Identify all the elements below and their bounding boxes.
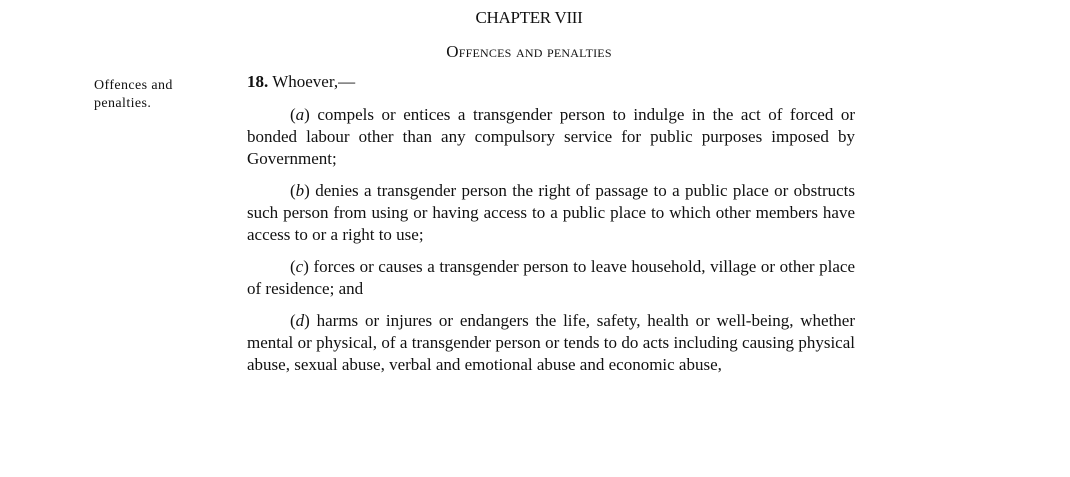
clause-letter: d	[295, 311, 305, 330]
marginal-note	[94, 77, 224, 113]
section-number: 18.	[247, 72, 269, 91]
clause-text: denies a transgender person the right of passage to a public place or obstructs such person from using or having access to a public place to which other members have access to or a right to use;	[247, 181, 855, 244]
clause-text: harms or injures or endangers the life, safety, health or well-being, whether mental or physical, of a transgender person or tends to do acts including causing physical abuse, sexual abuse, verbal and emotional abuse and economic abuse,	[247, 311, 855, 374]
chapter-subtitle: Offences and penalties	[446, 42, 612, 61]
clause-text: forces or causes a transgender person to leave household, village or other place of residence; and	[247, 257, 855, 298]
clause-d: (d) harms or injures or endangers the life, safety, health or well-being, whether mental or physical, of a transgender person or tends to do acts including causing physical abuse, sexual abuse, verbal and emotional abuse and economic abuse,	[247, 311, 855, 374]
chapter-title: CHAPTER VIII	[475, 8, 583, 27]
section-opening: Whoever,—	[272, 72, 356, 91]
marginal-note-line: penalties.	[94, 96, 152, 111]
clause-letter: b	[295, 181, 305, 200]
clause-letter: a	[295, 105, 305, 124]
clause-text: compels or entices a transgender person to indulge in the act of forced or bonded labour other than any compulsory service for public purposes imposed by Government;	[247, 105, 855, 168]
section-body	[247, 71, 855, 386]
clause-b: (b) denies a transgender person the right of passage to a public place or obstructs such person from using or having access to a public place to which other members have access to or a right to use;	[247, 181, 855, 244]
marginal-note-line: Offences and	[94, 78, 173, 93]
clause-letter: c	[295, 257, 304, 276]
section-heading	[247, 71, 855, 93]
clause-a: (a) compels or entices a transgender person to indulge in the act of forced or bonded labour other than any compulsory service for public purposes imposed by Government;	[247, 105, 855, 168]
clause-c: (c) forces or causes a transgender person to leave household, village or other place of residence; and	[247, 257, 855, 298]
